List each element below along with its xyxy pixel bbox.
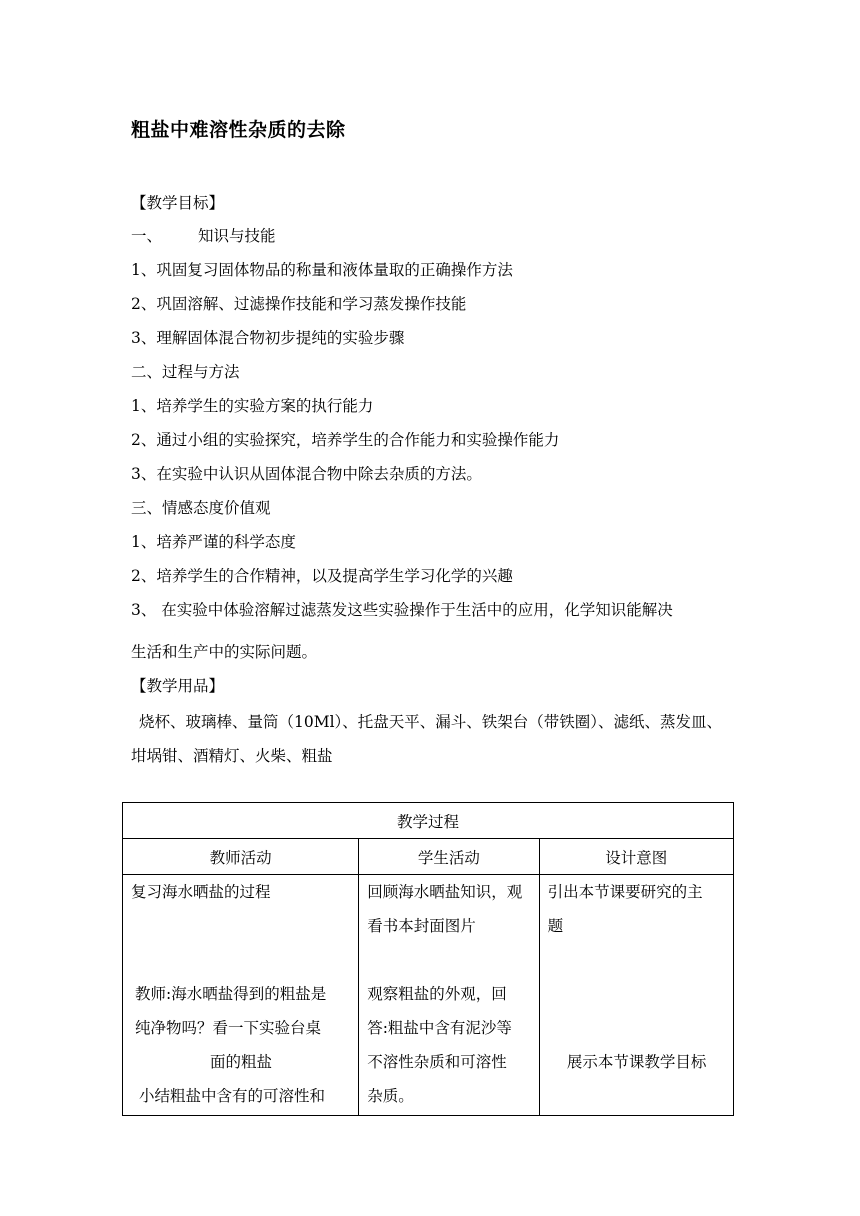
s3-item-3-continued: 生活和生产中的实际问题。 [131, 643, 318, 661]
materials-heading: 【教学用品】 [131, 677, 225, 695]
s1-item-3: 3、理解固体混合物初步提纯的实验步骤 [131, 329, 405, 347]
header-design-intent: 设计意图 [539, 839, 733, 875]
teacher-activity-a: 复习海水晒盐的过程 [131, 883, 271, 901]
section-1-title: 知识与技能 [198, 227, 276, 245]
student-activity-a2: 看书本封面图片 [367, 917, 476, 935]
s2-item-3: 3、在实验中认识从固体混合物中除去杂质的方法。 [131, 465, 482, 483]
section-1-heading [131, 224, 276, 246]
materials-text: 烧杯、玻璃棒、量筒（10Ml）、托盘天平、漏斗、铁架台（带铁圈）、滤纸、蒸发皿、坩埚钳、酒精灯、火柴、粗盐 [131, 713, 723, 765]
teacher-activity-cell [123, 875, 359, 1116]
design-intent-a2: 题 [547, 917, 564, 935]
teacher-activity-b4: 小结粗盐中含有的可溶性和 [139, 1087, 326, 1105]
header-teacher-activity: 教师活动 [123, 839, 359, 875]
student-activity-a1: 回顾海水晒盐知识，观 [367, 883, 523, 901]
student-activity-b2: 答:粗盐中含有泥沙等 [367, 1019, 512, 1037]
s3-item-1: 1、培养严谨的科学态度 [131, 533, 296, 551]
section-2-heading: 二、过程与方法 [131, 363, 240, 381]
materials-list [131, 705, 731, 773]
objectives-heading: 【教学目标】 [131, 194, 225, 212]
s2-item-1: 1、培养学生的实验方案的执行能力 [131, 397, 374, 415]
student-activity-b3: 不溶性杂质和可溶性 [367, 1053, 507, 1071]
student-activity-cell [359, 875, 539, 1116]
s3-item-2: 2、培养学生的合作精神，以及提高学生学习化学的兴趣 [131, 567, 513, 585]
teacher-activity-b2: 纯净物吗？看一下实验台桌 [135, 1019, 322, 1037]
s1-item-1: 1、巩固复习固体物品的称量和液体量取的正确操作方法 [131, 261, 513, 279]
design-intent-cell [539, 875, 733, 1116]
teacher-activity-b1: 教师:海水晒盐得到的粗盐是 [135, 985, 327, 1003]
student-activity-b1: 观察粗盐的外观，回 [367, 985, 507, 1003]
table-title: 教学过程 [123, 803, 734, 839]
design-intent-a1: 引出本节课要研究的主 [547, 883, 703, 901]
s2-item-2: 2、通过小组的实验探究，培养学生的合作能力和实验操作能力 [131, 431, 560, 449]
section-3-heading: 三、情感态度价值观 [131, 499, 271, 517]
teaching-process-table [122, 802, 734, 1116]
section-1-number: 一、 [131, 227, 163, 245]
design-intent-b: 展示本节课教学目标 [566, 1053, 707, 1071]
s3-item-3: 3、 在实验中体验溶解过滤蒸发这些实验操作于生活中的应用，化学知识能解决 [131, 601, 673, 619]
teacher-activity-b3: 面的粗盐 [209, 1053, 272, 1071]
document-title: 粗盐中难溶性杂质的去除 [131, 119, 346, 141]
header-student-activity: 学生活动 [359, 839, 539, 875]
s1-item-2: 2、巩固溶解、过滤操作技能和学习蒸发操作技能 [131, 295, 467, 313]
student-activity-b4: 杂质。 [367, 1087, 414, 1105]
